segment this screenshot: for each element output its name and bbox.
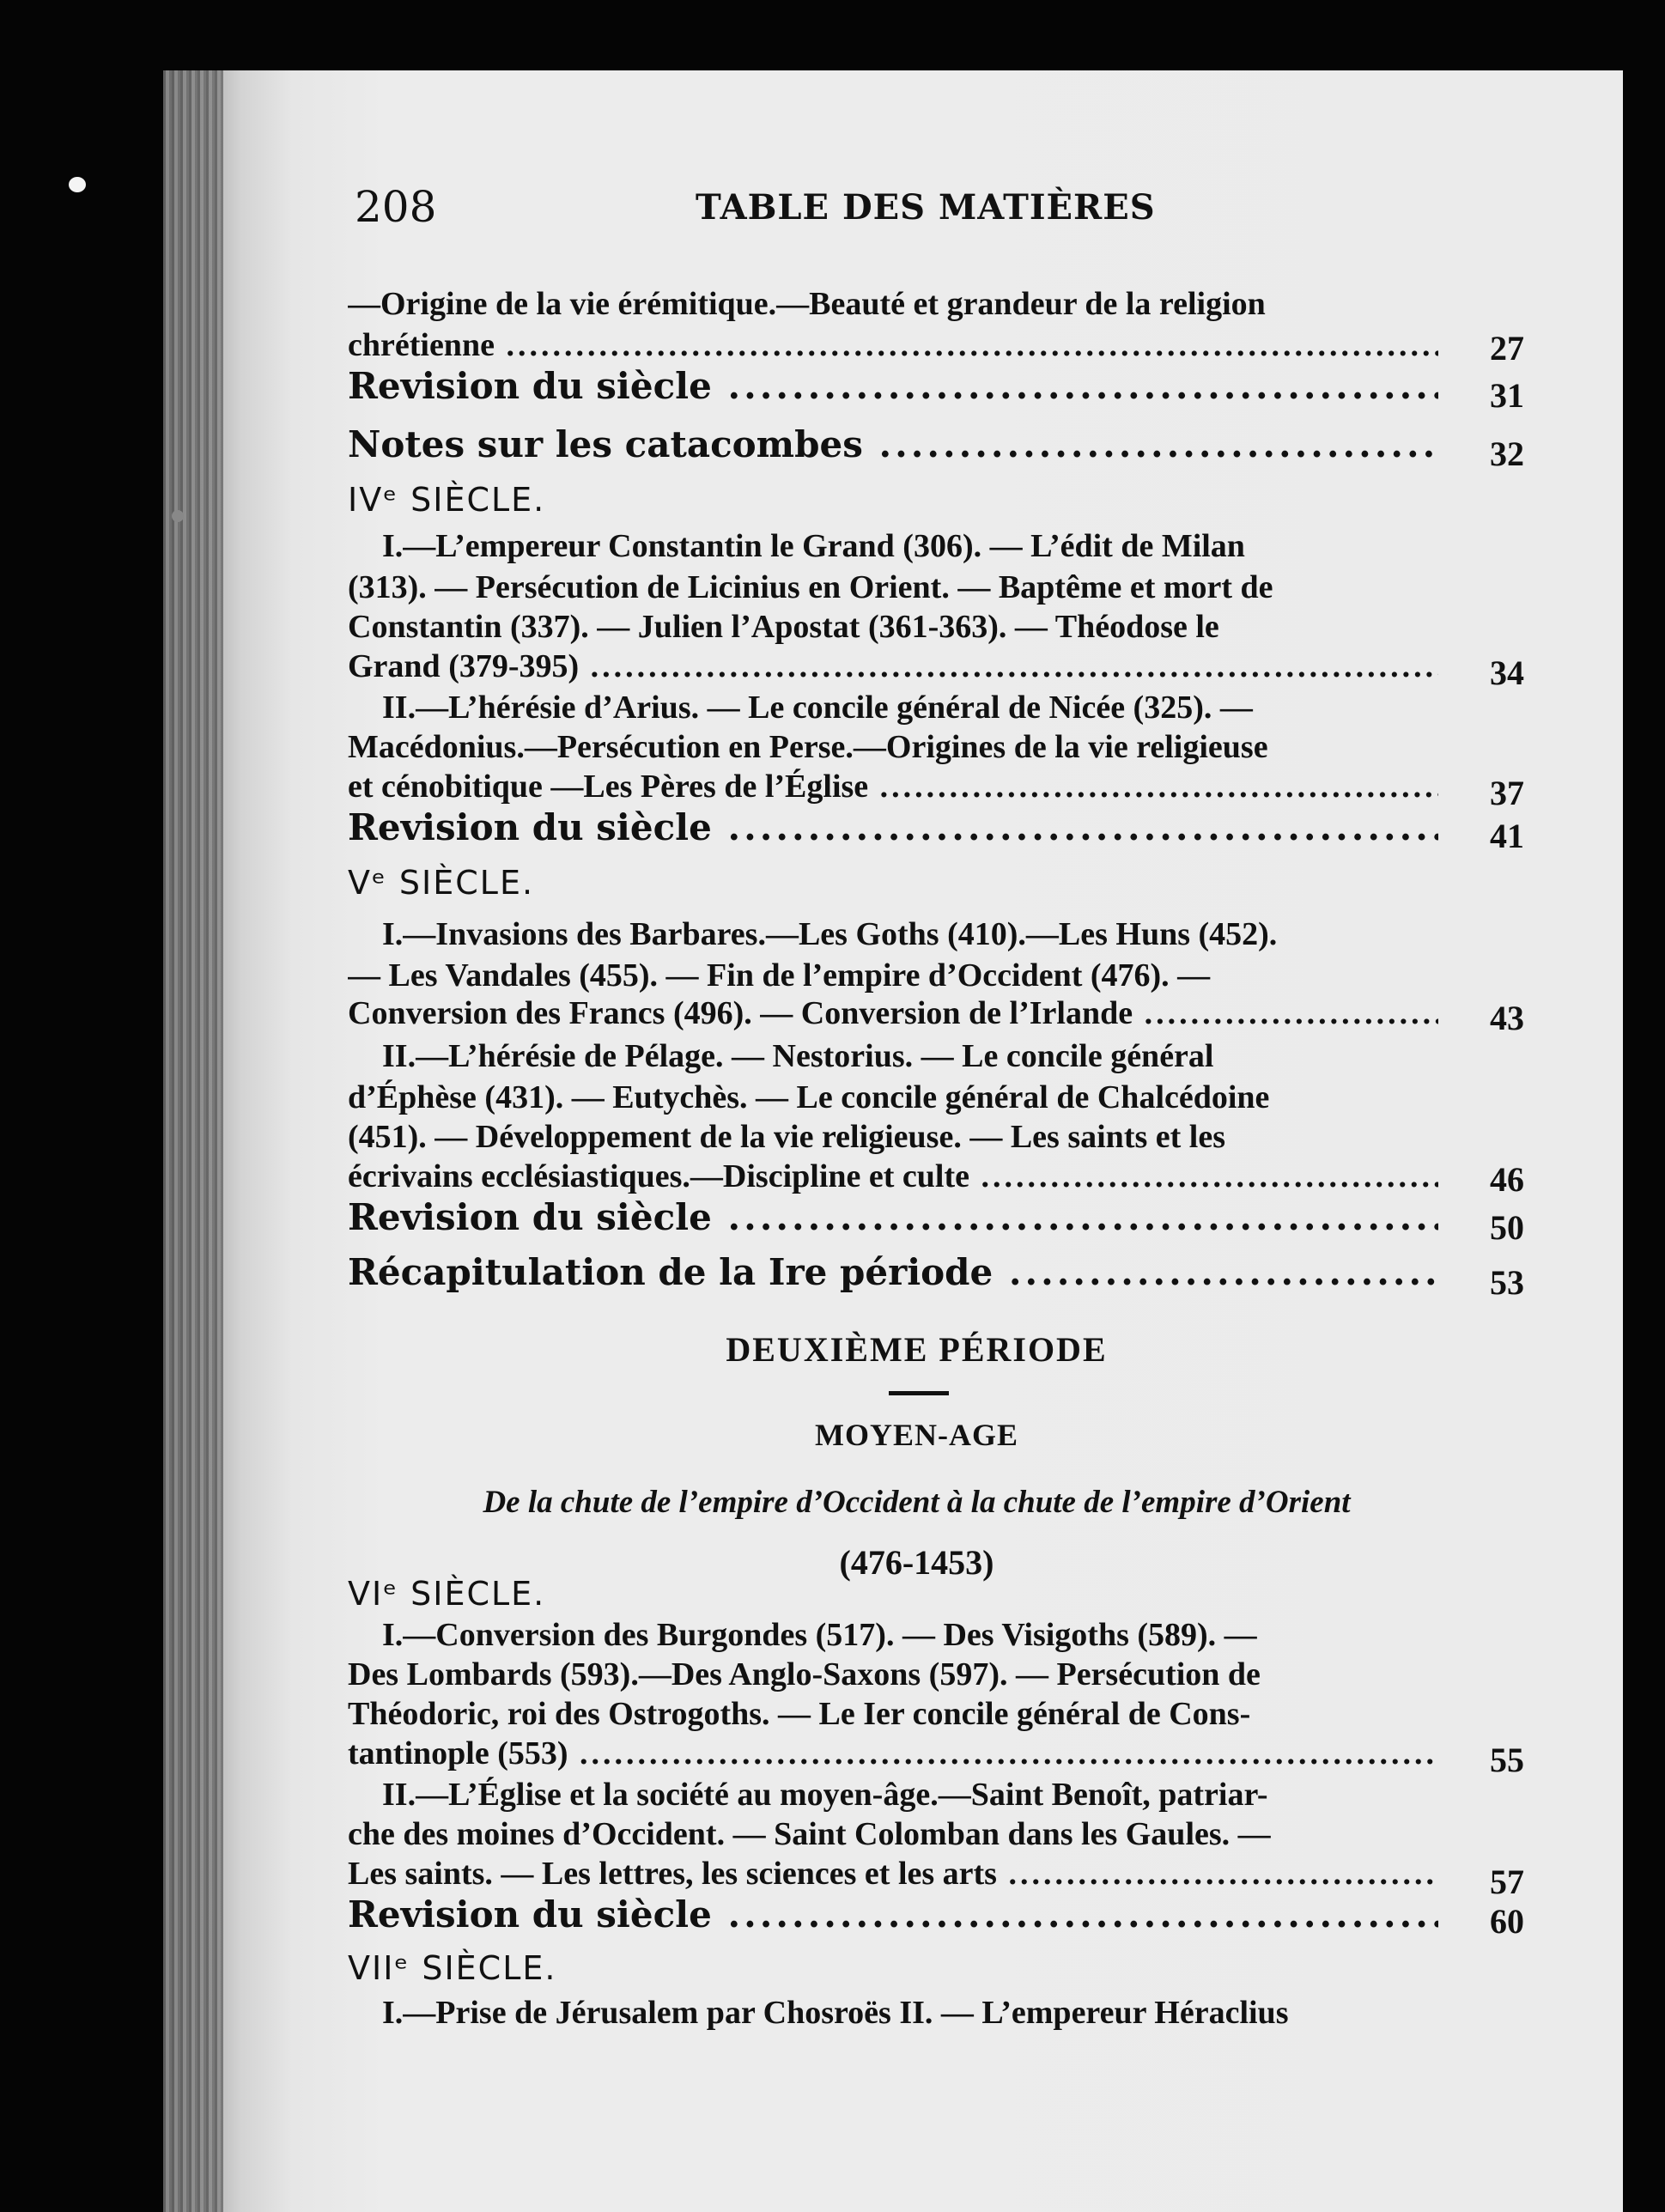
toc-recap: Récapitulation de la Ire période ..... xyxy=(348,1252,1438,1293)
toc-line: II.—L’Église et la société au moyen-âge.—Saint Benoît, patriar- xyxy=(382,1777,1268,1813)
part-dates: (476-1453) xyxy=(839,1543,994,1582)
toc-revision: Revision du siècle ..... xyxy=(348,807,1438,848)
century-heading: VIIᵉ SIÈCLE. xyxy=(348,1949,557,1987)
toc-line: I.—Prise de Jérusalem par Chosroës II. — L’empereur Héraclius xyxy=(382,1995,1289,2031)
toc-page: 53 xyxy=(1490,1263,1524,1302)
toc-page: 55 xyxy=(1490,1741,1524,1779)
toc-line: —Origine de la vie érémitique.—Beauté et grandeur de la religion xyxy=(348,286,1266,322)
toc-line: tantinople (553) ..... xyxy=(348,1733,1438,1774)
toc-line: et cénobitique —Les Pères de l’Église ..... xyxy=(348,766,1438,807)
toc-line: — Les Vandales (455). — Fin de l’empire d’Occident (476). — xyxy=(348,957,1211,994)
part-description: De la chute de l’empire d’Occident à la chute de l’empire d’Orient xyxy=(483,1485,1351,1520)
part-title: DEUXIÈME PÉRIODE xyxy=(726,1330,1108,1369)
toc-page: 32 xyxy=(1490,434,1524,473)
toc-page: 50 xyxy=(1490,1208,1524,1247)
running-title: TABLE DES MATIÈRES xyxy=(696,187,1156,228)
toc-line: Grand (379-395) ..... xyxy=(348,646,1438,687)
toc-line: che des moines d’Occident. — Saint Colomban dans les Gaules. — xyxy=(348,1816,1271,1852)
toc-line: Macédonius.—Persécution en Perse.—Origines de la vie religieuse xyxy=(348,729,1268,765)
toc-revision: Revision du siècle ..... xyxy=(348,1894,1438,1936)
toc-page: 31 xyxy=(1490,376,1524,415)
toc-line: (451). — Développement de la vie religieuse. — Les saints et les xyxy=(348,1119,1225,1155)
century-heading: IVᵉ SIÈCLE. xyxy=(348,481,546,519)
toc-revision: Revision du siècle ..... xyxy=(348,1197,1438,1238)
toc-line: Théodoric, roi des Ostrogoths. — Le Ier concile général de Cons- xyxy=(348,1696,1251,1732)
toc-page: 43 xyxy=(1490,999,1524,1037)
divider xyxy=(889,1391,949,1395)
toc-line: I.—L’empereur Constantin le Grand (306). — L’édit de Milan xyxy=(382,528,1245,564)
toc-page: 41 xyxy=(1490,817,1524,855)
toc-line: Les saints. — Les lettres, les sciences et les arts ..... xyxy=(348,1853,1438,1894)
toc-line: II.—L’hérésie d’Arius. — Le concile général de Nicée (325). — xyxy=(382,690,1253,726)
toc-line: Des Lombards (593).—Des Anglo-Saxons (597). — Persécution de xyxy=(348,1656,1261,1692)
toc-page: 60 xyxy=(1490,1902,1524,1941)
toc-line: Constantin (337). — Julien l’Apostat (361-363). — Théodose le xyxy=(348,609,1219,645)
toc-revision: Revision du siècle ..... xyxy=(348,366,1438,407)
page-number: 208 xyxy=(355,182,437,232)
scan-speck xyxy=(172,510,184,522)
toc-page: 57 xyxy=(1490,1863,1524,1901)
century-heading: Vᵉ SIÈCLE. xyxy=(348,864,535,902)
toc-line: I.—Conversion des Burgondes (517). — Des Visigoths (589). — xyxy=(382,1617,1257,1653)
toc-line: écrivains ecclésiastiques.—Discipline et culte ..... xyxy=(348,1156,1438,1197)
toc-line: Conversion des Francs (496). — Conversion de l’Irlande ..... xyxy=(348,993,1438,1034)
century-heading: VIᵉ SIÈCLE. xyxy=(348,1575,546,1613)
toc-line: chrétienne ..... xyxy=(348,325,1438,366)
toc-notes: Notes sur les catacombes ..... xyxy=(348,424,1438,465)
toc-page: 27 xyxy=(1490,329,1524,368)
toc-line: (313). — Persécution de Licinius en Orient. — Baptême et mort de xyxy=(348,569,1273,605)
page-gutter xyxy=(163,70,223,2212)
toc-line: II.—L’hérésie de Pélage. — Nestorius. — Le concile général xyxy=(382,1038,1214,1074)
toc-line: I.—Invasions des Barbares.—Les Goths (410).—Les Huns (452). xyxy=(382,916,1278,952)
toc-page: 46 xyxy=(1490,1160,1524,1199)
scan-speck xyxy=(69,177,86,192)
toc-page: 37 xyxy=(1490,774,1524,812)
toc-page: 34 xyxy=(1490,653,1524,692)
part-subtitle: MOYEN-AGE xyxy=(815,1418,1018,1452)
toc-line: d’Éphèse (431). — Eutychès. — Le concile général de Chalcédoine xyxy=(348,1079,1270,1115)
